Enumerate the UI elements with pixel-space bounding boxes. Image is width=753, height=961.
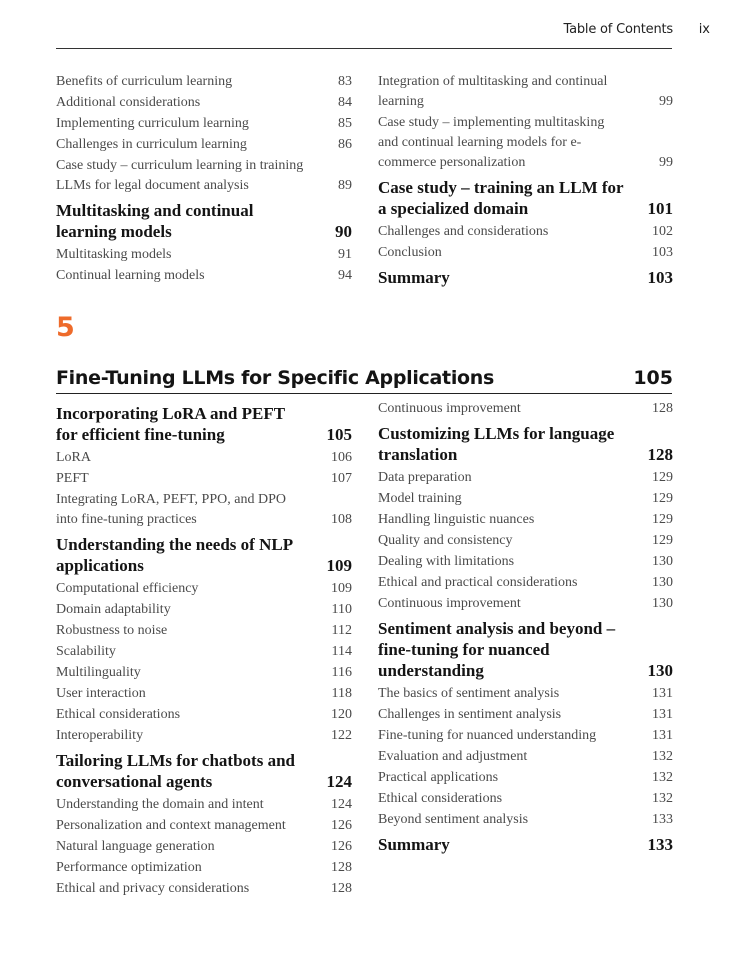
toc-subsection-entry[interactable]	[56, 837, 352, 857]
toc-entry-page-number: 129	[652, 512, 673, 527]
toc-entry-page-number: 130	[652, 575, 673, 590]
toc-subsection-entry[interactable]	[56, 879, 352, 899]
toc-subsection-entry[interactable]	[56, 135, 352, 155]
toc-subsection-entry[interactable]	[378, 684, 673, 704]
toc-entry-title: Case study – implementing multitasking and continual learning models for e-commerce personalization	[378, 115, 605, 170]
toc-entry-title: Model training	[378, 491, 462, 506]
toc-entry-title: Sentiment analysis and beyond – fine-tuning for nuanced understanding	[378, 619, 616, 680]
toc-section-entry[interactable]	[378, 177, 673, 219]
toc-subsection-entry[interactable]	[56, 642, 352, 662]
toc-subsection-entry[interactable]	[56, 579, 352, 599]
toc-entry-title: The basics of sentiment analysis	[378, 686, 560, 701]
toc-subsection-entry[interactable]	[378, 399, 673, 419]
toc-entry-title: Multilinguality	[56, 665, 141, 680]
chapter-number: 5	[56, 312, 75, 343]
toc-entry-page-number: 132	[652, 791, 673, 806]
toc-section-entry[interactable]	[378, 267, 673, 288]
toc-entry-page-number: 89	[338, 178, 352, 193]
toc-entry-title: Additional considerations	[56, 95, 201, 110]
toc-subsection-entry[interactable]	[378, 573, 673, 593]
toc-subsection-entry[interactable]	[56, 684, 352, 704]
toc-subsection-entry[interactable]	[378, 72, 673, 112]
toc-entry-page-number: 103	[652, 245, 673, 260]
toc-subsection-entry[interactable]	[56, 600, 352, 620]
toc-entry-title: PEFT	[56, 471, 89, 486]
toc-entry-title: Performance optimization	[56, 860, 202, 875]
toc-entry-page-number: 131	[652, 728, 673, 743]
toc-entry-title: Domain adaptability	[56, 602, 171, 617]
toc-entry-title: Continual learning models	[56, 268, 205, 283]
toc-subsection-entry[interactable]	[56, 663, 352, 683]
toc-entry-title: Case study – curriculum learning in training LLMs for legal document analysis	[56, 158, 304, 193]
toc-entry-page-number: 124	[331, 797, 352, 812]
toc-subsection-entry[interactable]	[56, 114, 352, 134]
toc-entry-page-number: 129	[652, 491, 673, 506]
chapter-page-number: 105	[633, 367, 673, 389]
toc-entry-title: Challenges in sentiment analysis	[378, 707, 562, 722]
toc-entry-title: Summary	[378, 835, 450, 854]
toc-subsection-entry[interactable]	[378, 489, 673, 509]
toc-section-entry[interactable]	[56, 750, 352, 792]
toc-entry-title: Understanding the needs of NLP applications	[56, 535, 293, 575]
running-header-title: Table of Contents	[563, 22, 673, 37]
toc-entry-page-number: 108	[331, 512, 352, 527]
toc-section-entry[interactable]	[378, 423, 673, 465]
toc-subsection-entry[interactable]	[56, 156, 352, 196]
toc-subsection-entry[interactable]	[56, 93, 352, 113]
toc-entry-page-number: 132	[652, 749, 673, 764]
toc-entry-page-number: 103	[647, 268, 673, 287]
toc-entry-page-number: 83	[338, 74, 352, 89]
toc-entry-title: Interoperability	[56, 728, 144, 743]
toc-entry-title: Tailoring LLMs for chatbots and conversational agents	[56, 751, 295, 791]
toc-subsection-entry[interactable]	[378, 468, 673, 488]
toc-entry-page-number: 102	[652, 224, 673, 239]
toc-entry-title: Ethical considerations	[56, 707, 181, 722]
toc-subsection-entry[interactable]	[378, 789, 673, 809]
toc-subsection-entry[interactable]	[56, 816, 352, 836]
toc-entry-title: Robustness to noise	[56, 623, 168, 638]
toc-subsection-entry[interactable]	[56, 795, 352, 815]
toc-entry-title: Integration of multitasking and continual learning	[378, 74, 608, 109]
toc-entry-title: Customizing LLMs for language translation	[378, 424, 615, 464]
toc-subsection-entry[interactable]	[56, 490, 352, 530]
toc-entry-page-number: 109	[326, 556, 352, 575]
toc-entry-title: Scalability	[56, 644, 116, 659]
toc-entry-page-number: 120	[331, 707, 352, 722]
toc-entry-title: Integrating LoRA, PEFT, PPO, and DPO into fine-tuning practices	[56, 492, 286, 527]
toc-subsection-entry[interactable]	[56, 621, 352, 641]
toc-entry-page-number: 132	[652, 770, 673, 785]
toc-entry-page-number: 116	[331, 665, 352, 680]
toc-subsection-entry[interactable]	[56, 705, 352, 725]
page-header	[0, 0, 753, 50]
running-header-page-number: ix	[698, 22, 710, 37]
toc-entry-title: Dealing with limitations	[378, 554, 515, 569]
toc-entry-title: LoRA	[56, 450, 91, 465]
toc-entry-page-number: 107	[331, 471, 352, 486]
toc-entry-title: Incorporating LoRA and PEFT for efficient fine-tuning	[56, 404, 285, 444]
toc-entry-page-number: 131	[652, 686, 673, 701]
toc-subsection-entry[interactable]	[378, 243, 673, 263]
toc-entry-title: Data preparation	[378, 470, 472, 485]
toc-entry-page-number: 128	[652, 401, 673, 416]
toc-section-entry[interactable]	[56, 534, 352, 576]
toc-entry-title: Ethical considerations	[378, 791, 503, 806]
toc-entry-page-number: 90	[335, 222, 352, 241]
toc-entry-page-number: 130	[652, 596, 673, 611]
toc-subsection-entry[interactable]	[378, 747, 673, 767]
toc-section-entry[interactable]	[56, 403, 352, 445]
toc-entry-page-number: 133	[652, 812, 673, 827]
toc-subsection-entry[interactable]	[378, 552, 673, 572]
header-rule	[56, 48, 672, 49]
toc-entry-page-number: 114	[331, 644, 352, 659]
toc-entry-title: Practical applications	[378, 770, 499, 785]
toc-entry-title: Ethical and privacy considerations	[56, 881, 250, 896]
toc-entry-title: Fine-tuning for nuanced understanding	[378, 728, 597, 743]
toc-entry-page-number: 129	[652, 533, 673, 548]
toc-subsection-entry[interactable]	[378, 594, 673, 614]
toc-subsection-entry[interactable]	[378, 113, 673, 173]
chapter-rule	[56, 393, 672, 394]
toc-entry-page-number: 126	[331, 818, 352, 833]
toc-entry-page-number: 109	[331, 581, 352, 596]
toc-entry-title: Beyond sentiment analysis	[378, 812, 529, 827]
toc-subsection-entry[interactable]	[56, 448, 352, 468]
toc-entry-title: Personalization and context management	[56, 818, 286, 833]
toc-subsection-entry[interactable]	[378, 531, 673, 551]
toc-subsection-entry[interactable]	[378, 768, 673, 788]
toc-entry-title: Evaluation and adjustment	[378, 749, 528, 764]
toc-entry-page-number: 86	[338, 137, 352, 152]
toc-entry-title: Multitasking and continual learning models	[56, 201, 254, 241]
toc-entry-title: Quality and consistency	[378, 533, 513, 548]
toc-entry-title: User interaction	[56, 686, 146, 701]
toc-subsection-entry[interactable]	[56, 72, 352, 92]
toc-entry-title: Continuous improvement	[378, 596, 521, 611]
toc-entry-title: Challenges in curriculum learning	[56, 137, 247, 152]
toc-entry-title: Computational efficiency	[56, 581, 199, 596]
toc-entry-title: Case study – training an LLM for a specialized domain	[378, 178, 624, 218]
toc-entry-page-number: 126	[331, 839, 352, 854]
toc-entry-title: Multitasking models	[56, 247, 172, 262]
toc-entry-page-number: 106	[331, 450, 352, 465]
toc-entry-page-number: 122	[331, 728, 352, 743]
toc-entry-page-number: 101	[647, 199, 673, 218]
chapter-title[interactable]: Fine-Tuning LLMs for Specific Applications	[56, 367, 495, 389]
toc-entry-title: Understanding the domain and intent	[56, 797, 264, 812]
toc-entry-page-number: 130	[652, 554, 673, 569]
toc-subsection-entry[interactable]	[56, 245, 352, 265]
toc-entry-page-number: 128	[331, 860, 352, 875]
toc-entry-title: Natural language generation	[56, 839, 215, 854]
toc-entry-title: Implementing curriculum learning	[56, 116, 249, 131]
toc-entry-page-number: 85	[338, 116, 352, 131]
toc-entry-page-number: 130	[647, 661, 673, 680]
toc-column-top-right	[378, 72, 673, 291]
toc-subsection-entry[interactable]	[378, 222, 673, 242]
toc-entry-page-number: 129	[652, 470, 673, 485]
toc-entry-page-number: 112	[331, 623, 352, 638]
toc-entry-page-number: 118	[331, 686, 352, 701]
toc-subsection-entry[interactable]	[56, 858, 352, 878]
toc-subsection-entry[interactable]	[378, 810, 673, 830]
toc-subsection-entry[interactable]	[378, 726, 673, 746]
toc-entry-page-number: 128	[331, 881, 352, 896]
toc-section-entry[interactable]	[56, 200, 352, 242]
toc-subsection-entry[interactable]	[56, 266, 352, 286]
toc-entry-title: Continuous improvement	[378, 401, 521, 416]
toc-column-chapter-right	[378, 399, 673, 858]
toc-subsection-entry[interactable]	[56, 469, 352, 489]
toc-entry-title: Ethical and practical considerations	[378, 575, 578, 590]
toc-entry-title: Conclusion	[378, 245, 442, 260]
toc-entry-page-number: 124	[326, 772, 352, 791]
toc-entry-title: Handling linguistic nuances	[378, 512, 535, 527]
toc-entry-page-number: 99	[659, 155, 673, 170]
toc-entry-page-number: 133	[647, 835, 673, 854]
toc-entry-title: Benefits of curriculum learning	[56, 74, 233, 89]
toc-subsection-entry[interactable]	[378, 510, 673, 530]
toc-entry-page-number: 91	[338, 247, 352, 262]
toc-entry-page-number: 105	[326, 425, 352, 444]
toc-subsection-entry[interactable]	[378, 705, 673, 725]
toc-entry-page-number: 84	[338, 95, 352, 110]
toc-entry-page-number: 99	[659, 94, 673, 109]
toc-entry-title: Summary	[378, 268, 450, 287]
toc-section-entry[interactable]	[378, 618, 673, 681]
toc-entry-page-number: 94	[338, 268, 352, 283]
toc-column-chapter-left	[56, 399, 352, 900]
toc-subsection-entry[interactable]	[56, 726, 352, 746]
toc-entry-page-number: 131	[652, 707, 673, 722]
toc-entry-page-number: 110	[331, 602, 352, 617]
toc-entry-page-number: 128	[647, 445, 673, 464]
toc-entry-title: Challenges and considerations	[378, 224, 549, 239]
toc-section-entry[interactable]	[378, 834, 673, 855]
toc-column-top-left	[56, 72, 352, 287]
